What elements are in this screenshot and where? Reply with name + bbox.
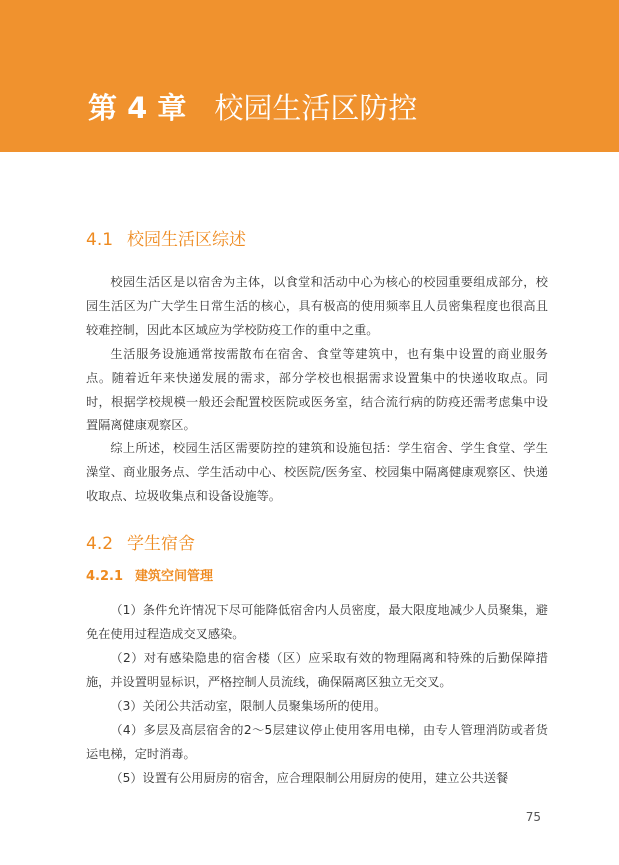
list-paragraph: （2）对有感染隐患的宿舍楼（区）应采取有效的物理隔离和特殊的后勤保障措施，并设置明显标识，严格控制人员流线，确保隔离区独立无交叉。: [86, 651, 548, 689]
section-heading-4-2: [86, 532, 195, 556]
list-paragraph: （1）条件允许情况下尽可能降低宿舍内人员密度，最大限度地减少人员聚集，避免在使用过程造成交叉感染。: [86, 603, 548, 641]
chapter-header-band: [0, 0, 619, 152]
list-paragraph: （5）设置有公用厨房的宿舍，应合理限制公用厨房的使用，建立公共送餐: [110, 771, 509, 785]
chapter-label: 第 4 章: [88, 91, 187, 125]
chapter-title: [88, 88, 417, 128]
chapter-name: 校园生活区防控: [214, 91, 418, 125]
section-number: 4.2: [86, 534, 114, 554]
section-title: 校园生活区综述: [127, 230, 247, 250]
section-title: 学生宿舍: [127, 534, 196, 554]
section-number: 4.1: [86, 230, 114, 250]
paragraph: 生活服务设施通常按需散布在宿舍、食堂等建筑中，也有集中设置的商业服务点。随着近年来快递发展的需求，部分学校也根据需求设置集中的快递收取点。同时，根据学校规模一般还会配置校医院或医务室，结合流行病的防疫还需考虑集中设置隔离健康观察区。: [86, 347, 548, 433]
subsection-heading-4-2-1: [86, 567, 213, 587]
subsection-number: 4.2.1: [86, 569, 124, 584]
list-paragraph: （4）多层及高层宿舍的2～5层建议停止使用客用电梯，由专人管理消防或者货运电梯，定时消毒。: [86, 723, 548, 761]
section-heading-4-1: [86, 228, 246, 252]
paragraph: 综上所述，校园生活区需要防控的建筑和设施包括：学生宿舍、学生食堂、学生澡堂、商业服务点、学生活动中心、校医院/医务室、校园集中隔离健康观察区、快递收取点、垃圾收集点和设备设施等。: [86, 441, 548, 503]
list-paragraph: （3）关闭公共活动室，限制人员聚集场所的使用。: [110, 699, 387, 713]
paragraph: 校园生活区是以宿舍为主体，以食堂和活动中心为核心的校园重要组成部分，校园生活区为广大学生日常生活的核心，具有极高的使用频率且人员密集程度也很高且较难控制，因此本区域应为学校防疫工作的重中之重。: [86, 275, 548, 337]
page-number: 75: [525, 810, 541, 824]
subsection-title: 建筑空间管理: [135, 569, 214, 584]
